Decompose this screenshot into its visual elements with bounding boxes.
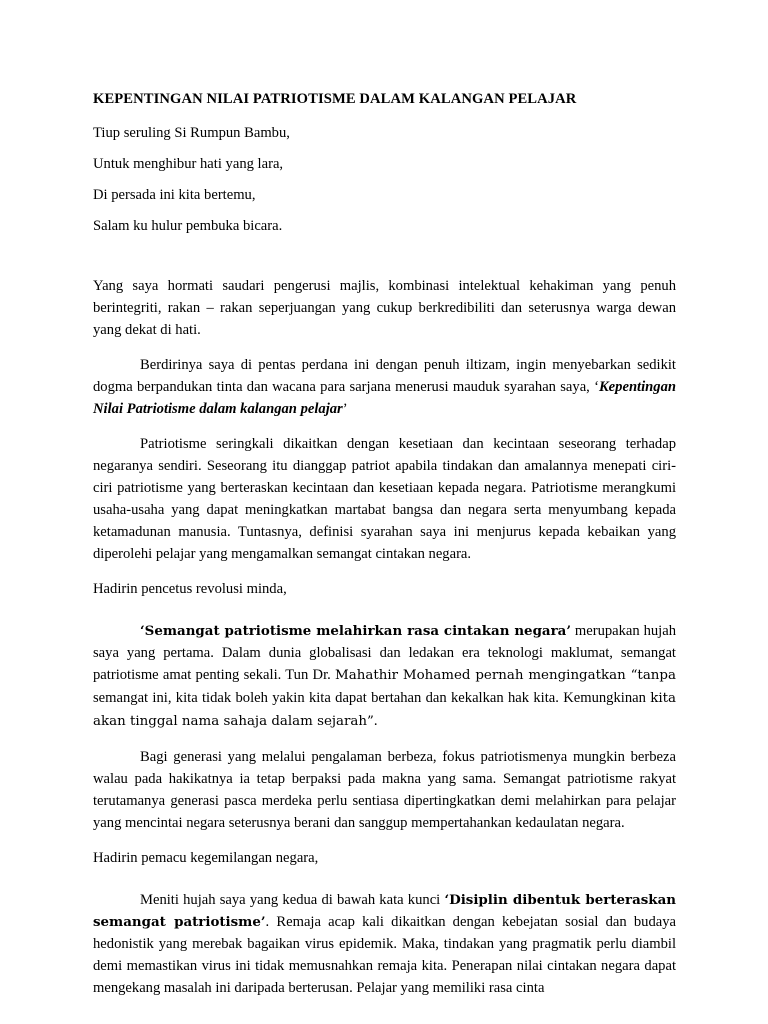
verse-line: Di persada ini kita bertemu,: [93, 187, 256, 203]
verse-line: Tiup seruling Si Rumpun Bambu,: [93, 125, 290, 141]
spacer: [93, 600, 676, 620]
paragraph-intro: [93, 354, 676, 420]
argument-two-text: Meniti hujah saya yang kedua di bawah kata kunci: [140, 892, 445, 908]
quote-start: Mahathir Mohamed pernah mengingatkan “tanpa: [335, 668, 676, 683]
spacer: [93, 420, 676, 433]
argument-one-end: .: [373, 713, 378, 729]
paragraph-definition: Patriotisme seringkali dikaitkan dengan kesetiaan dan kecintaan seseorang terhadap negaranya sendiri. Seseorang itu dianggap patriot apabila tindakan dan amalannya menepati ciri-ciri patriotisme yang berteraskan kecintaan dan kesetiaan kepada negara. Patriotisme merangkumi usaha-usaha yang dapat meningkatkan martabat bangsa dan negara serta menyumbang kepada ketamadunan manusia. Tuntasnya, definisi syarahan saya ini menjurus kepada kebaikan yang diperolehi pelajar yang mengamalkan semangat cintakan negara.: [93, 436, 676, 562]
verse-line: Untuk menghibur hati yang lara,: [93, 156, 284, 172]
spacer: [93, 246, 676, 275]
spacer: [93, 869, 676, 889]
paragraph-greeting: Yang saya hormati saudari pengerusi majlis, kombinasi intelektual kehakiman yang penuh berintegriti, rakan – rakan seperjuangan yang cukup berkredibiliti dan seterusnya warga dewan yang dekat di hati.: [93, 278, 676, 338]
speech-topic: Kepentingan Nilai Patriotisme dalam kalangan pelajar: [93, 379, 676, 417]
paragraph-intro-end: ’: [342, 401, 348, 417]
argument-one-text: merupakan hujah saya yang pertama. Dalam dunia globalisasi dan ledakan era teknologi maklumat, semangat patriotisme amat penting sekali. Tun Dr.: [93, 623, 676, 683]
argument-one-text-cont: semangat ini, kita tidak boleh yakin kita dapat bertahan dan kekalkan hak kita. Kemungkinan: [93, 690, 651, 706]
audience-address: Hadirin pencetus revolusi minda,: [93, 581, 287, 597]
paragraph-generation: Bagi generasi yang melalui pengalaman berbeza, fokus patriotismenya mungkin berbeza walau pada hakikatnya ia tetap berpaksi pada makna yang sama. Semangat patriotisme rakyat terutamanya generasi pasca merdeka perlu sentiasa dipertingkatkan demi melahirkan para pelajar yang mencintai negara seterusnya berani dan sanggup mempertahankan kedaulatan negara.: [93, 749, 676, 831]
paragraph-argument-two: [93, 889, 676, 999]
verse-line: Salam ku hulur pembuka bicara.: [93, 218, 283, 234]
document-page: [93, 88, 676, 999]
spacer: [93, 834, 676, 847]
quote-end: kita akan tinggal nama sahaja dalam sejarah”: [93, 691, 676, 729]
audience-address: Hadirin pemacu kegemilangan negara,: [93, 850, 319, 866]
paragraph-argument-one: [93, 620, 676, 733]
spacer: [93, 341, 676, 354]
spacer: [93, 733, 676, 746]
paragraph-intro-text: Berdirinya saya di pentas perdana ini dengan penuh iltizam, ingin menyebarkan sedikit dogma berpandukan tinta dan wacana para sarjana menerusi mauduk syarahan saya, ‘: [93, 357, 676, 395]
document-title: KEPENTINGAN NILAI PATRIOTISME DALAM KALANGAN PELAJAR: [93, 91, 577, 107]
argument-two-keyword: ‘Disiplin dibentuk berteraskan semangat patriotisme’: [93, 892, 676, 930]
spacer: [93, 565, 676, 578]
argument-two-text-cont: . Remaja acap kali dikaitkan dengan kebejatan sosial dan budaya hedonistik yang merebak bagaikan virus epidemik. Maka, tindakan yang pragmatik perlu diambil demi memastikan virus ini tidak memusnahkan remaja kita. Penerapan nilai cintakan negara dapat mengekang masalah ini daripada berterusan. Pelajar yang memiliki rasa cinta: [93, 914, 676, 996]
argument-one-keyword: ‘Semangat patriotisme melahirkan rasa cintakan negara’: [140, 623, 572, 639]
